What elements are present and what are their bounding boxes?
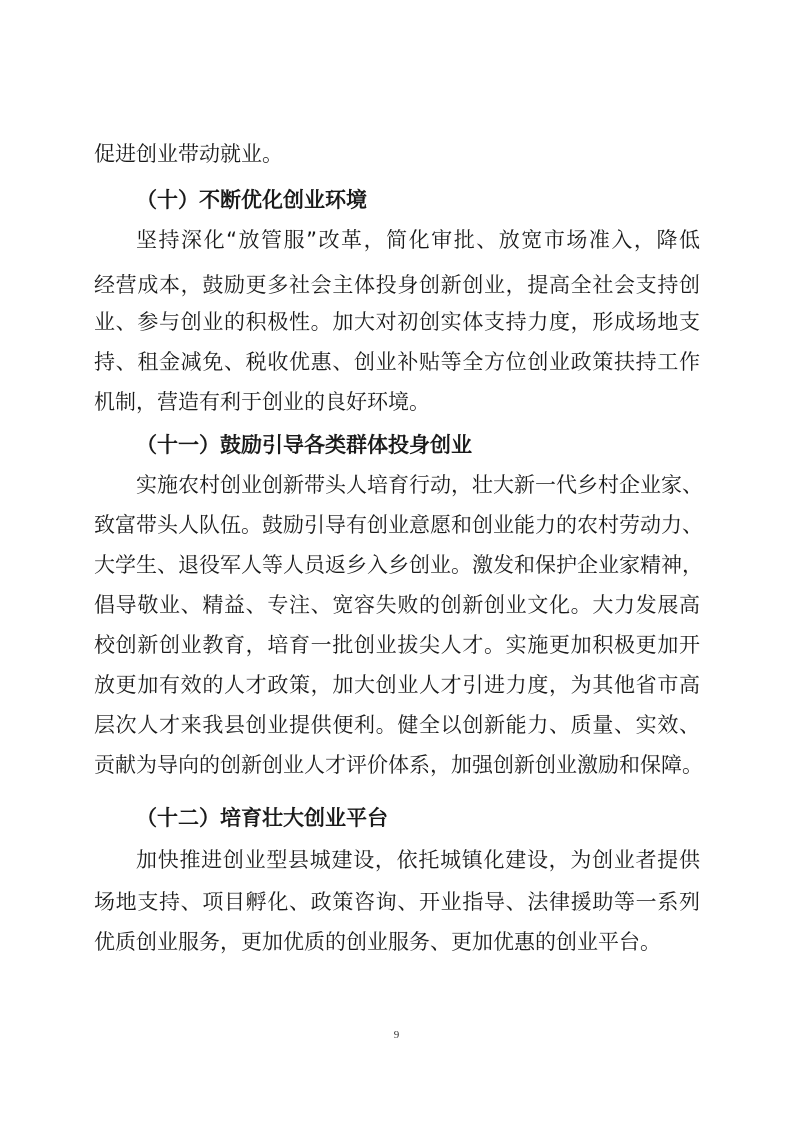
paragraph-line: 机制，营造有利于创业的良好环境。 (94, 390, 430, 414)
section-heading-11: （十一）鼓励引导各类群体投身创业 (136, 433, 472, 457)
paragraph-line: 持、租金减免、税收优惠、创业补贴等全方位创业政策扶持工作 (94, 350, 700, 374)
paragraph-line: 层次人才来我县创业提供便利。健全以创新能力、质量、实效、 (94, 713, 700, 737)
paragraph-line: 场地支持、项目孵化、政策咨询、开业指导、法律援助等一系列 (94, 890, 700, 914)
paragraph-line: 坚持深化“放管服”改革，简化审批、放宽市场准入，降低 (136, 228, 700, 252)
section-heading-10: （十）不断优化创业环境 (136, 188, 367, 212)
paragraph-line: 放更加有效的人才政策，加大创业人才引进力度，为其他省市高 (94, 673, 700, 697)
paragraph-line: 校创新创业教育，培育一批创业拔尖人才。实施更加积极更加开 (94, 633, 700, 657)
page-number: 9 (393, 1029, 400, 1041)
paragraph-line: 贡献为导向的创新创业人才评价体系，加强创新创业激励和保障。 (94, 753, 703, 777)
paragraph-line: 致富带头人队伍。鼓励引导有创业意愿和创业能力的农村劳动力、 (94, 513, 703, 537)
paragraph-line: 促进创业带动就业。 (94, 142, 283, 166)
paragraph-line: 大学生、退役军人等人员返乡入乡创业。激发和保护企业家精神， (94, 553, 703, 577)
paragraph-line: 实施农村创业创新带头人培育行动，壮大新一代乡村企业家、 (136, 473, 703, 497)
paragraph-line: 优质创业服务，更加优质的创业服务、更加优惠的创业平台。 (94, 930, 661, 954)
paragraph-line: 经营成本，鼓励更多社会主体投身创新创业，提高全社会支持创 (94, 273, 700, 297)
paragraph-line: 业、参与创业的积极性。加大对初创实体支持力度，形成场地支 (94, 310, 700, 334)
paragraph-line: 加快推进创业型县城建设，依托城镇化建设，为创业者提供 (136, 848, 700, 872)
section-heading-12: （十二）培育壮大创业平台 (136, 806, 388, 830)
paragraph-line: 倡导敬业、精益、专注、宽容失败的创新创业文化。大力发展高 (94, 593, 700, 617)
